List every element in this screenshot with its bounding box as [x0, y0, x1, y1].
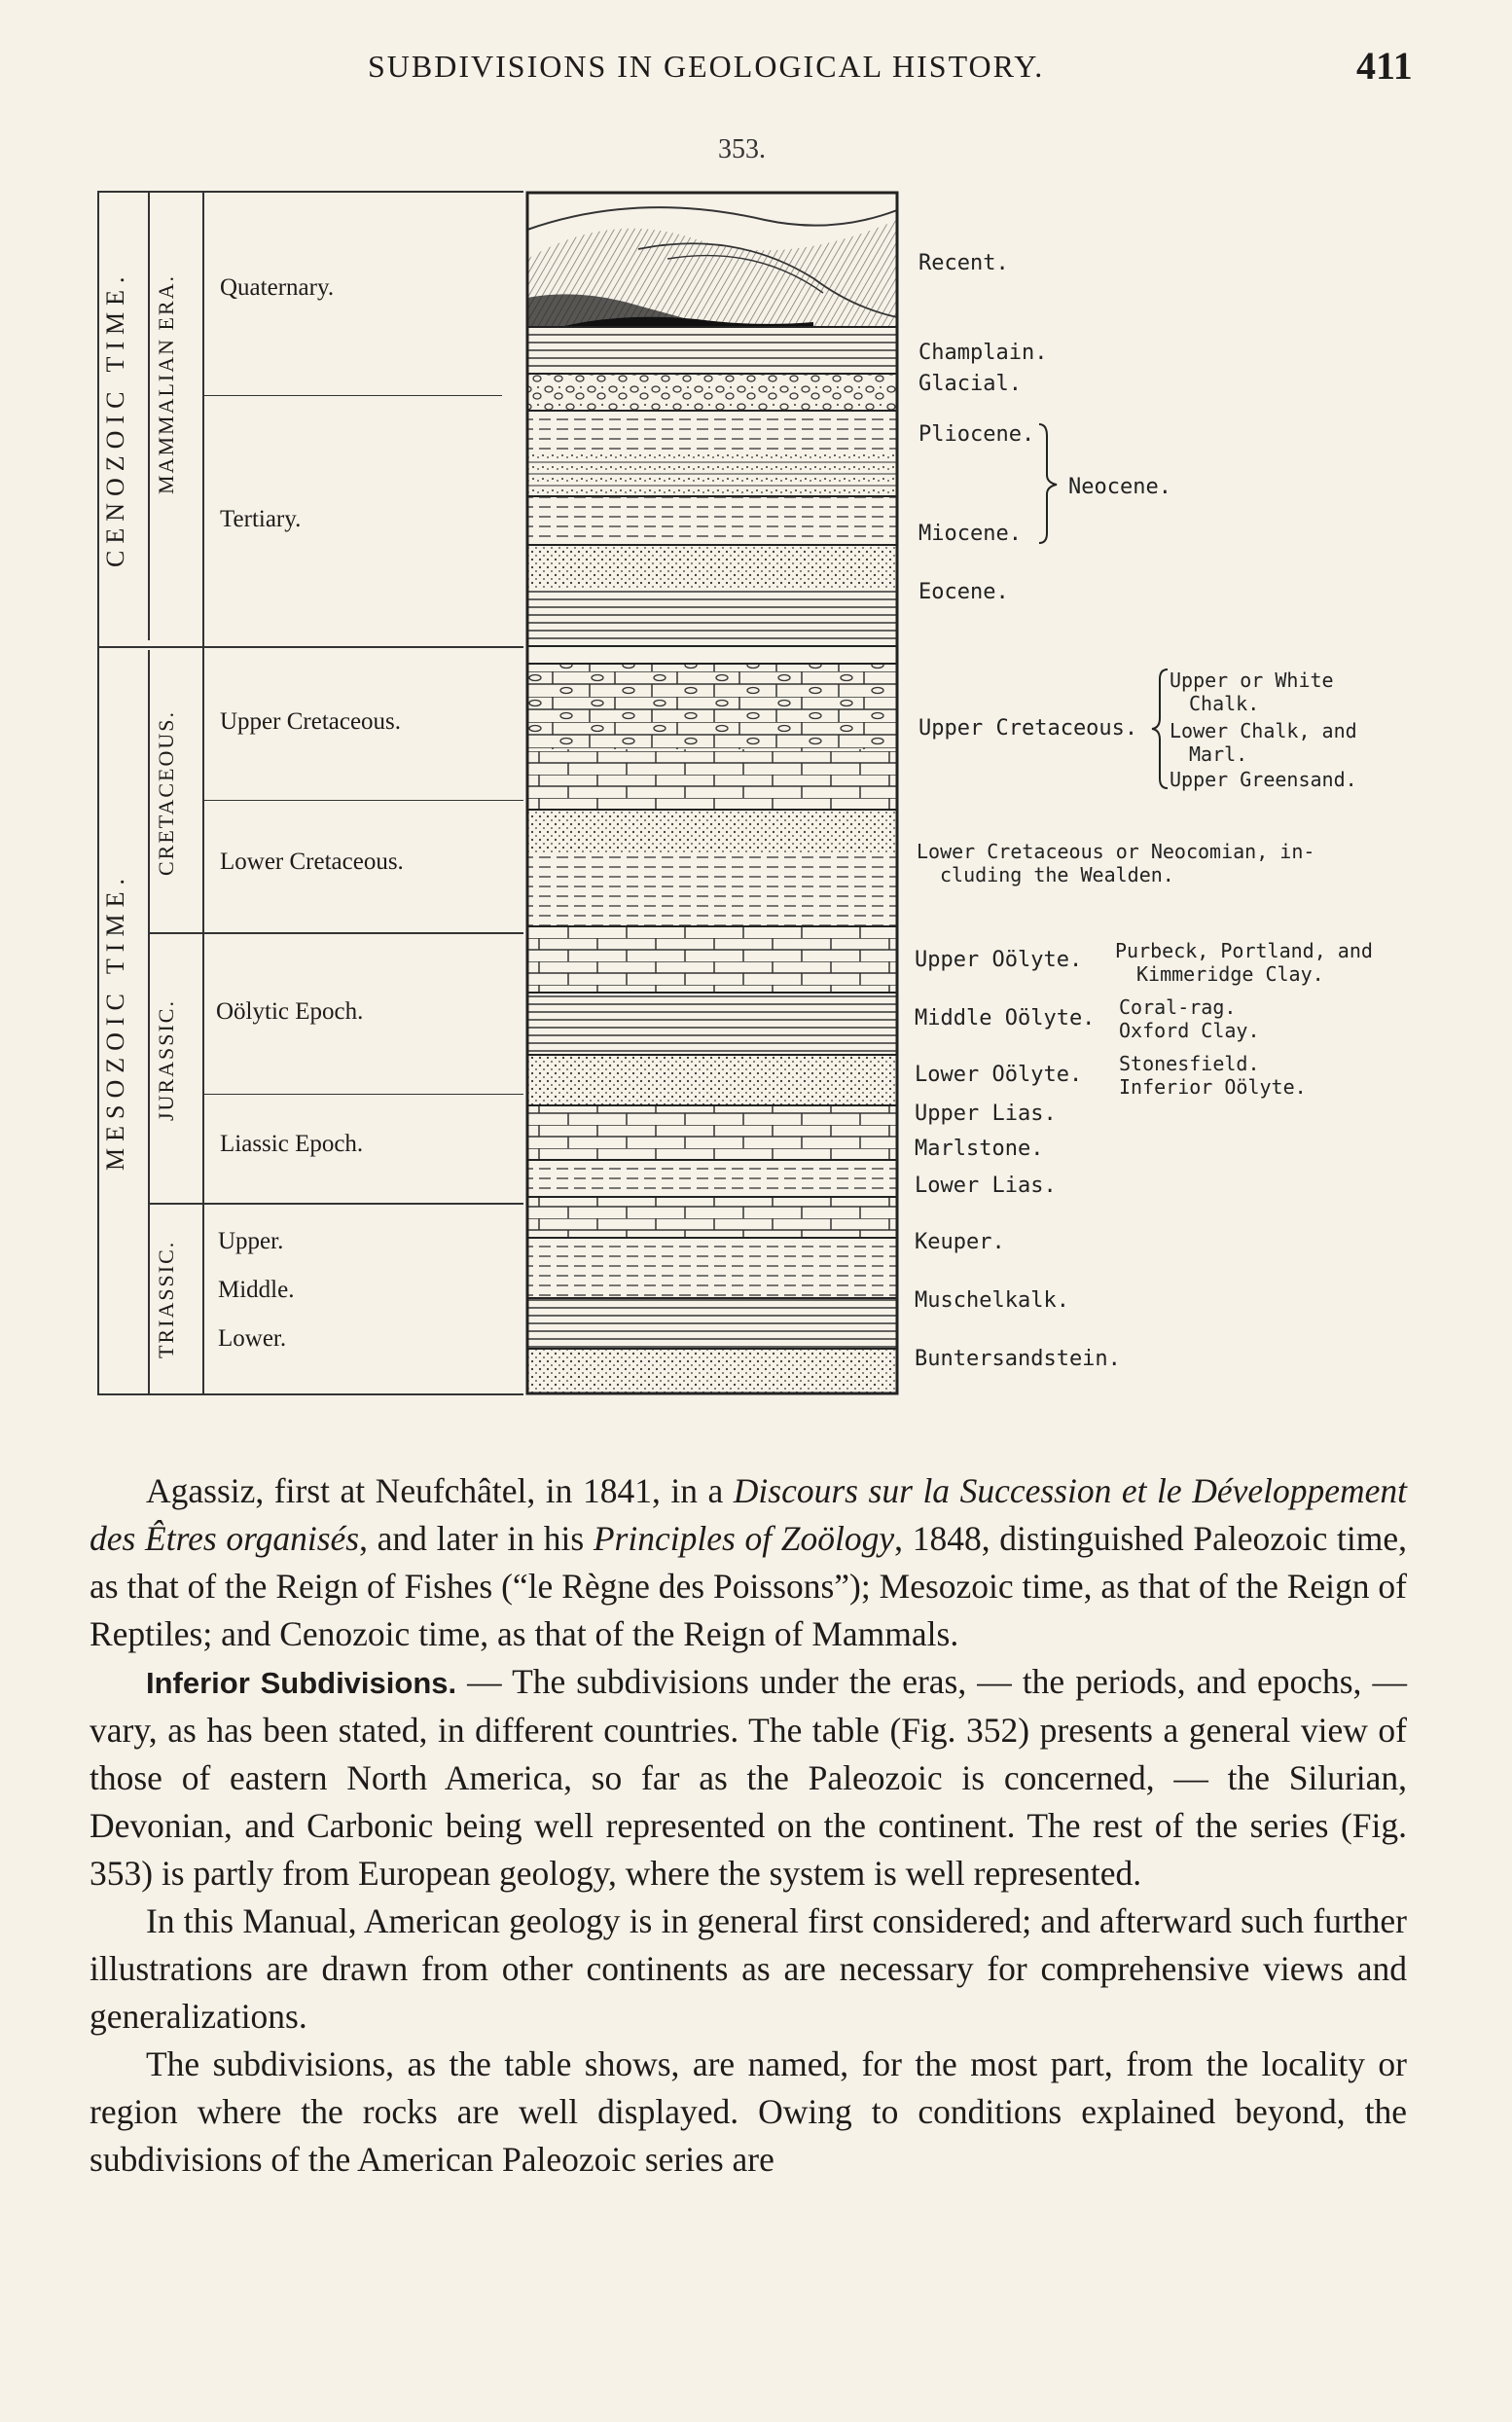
- running-title: SUBDIVISIONS IN GEOLOGICAL HISTORY.: [368, 49, 1045, 84]
- stratum-upper-cretaceous: Upper Cretaceous.: [918, 716, 1138, 741]
- layer-muschelkalk: [527, 1298, 897, 1349]
- period-triassic-lower: Lower.: [218, 1325, 287, 1352]
- stratum-upper-lias: Upper Lias.: [915, 1102, 1057, 1126]
- layer-upper-lias: [527, 1105, 897, 1160]
- period-liassic: Liassic Epoch.: [220, 1131, 364, 1157]
- layer-pliocene-2: [527, 453, 897, 496]
- layer-neocomian: [527, 852, 897, 926]
- mo-line-1: Coral-rag.: [1119, 995, 1237, 1019]
- table-rule: [97, 191, 99, 1395]
- layer-wealden: [527, 810, 897, 852]
- uo-line-2: Kimmeridge Clay.: [1136, 962, 1324, 986]
- layer-lower-oolyte: [527, 1055, 897, 1105]
- stratum-muschelkalk: Muschelkalk.: [915, 1288, 1069, 1313]
- stratum-champlain: Champlain.: [918, 341, 1048, 365]
- layer-eocene: [527, 545, 897, 590]
- paragraph-2: [90, 1658, 1407, 1898]
- lc-line-1: Lower Cretaceous or Neocomian, in-: [917, 840, 1315, 863]
- jurassic-label: JURASSIC.: [154, 999, 178, 1122]
- period-upper-cretaceous: Upper Cretaceous.: [220, 708, 402, 735]
- stratum-miocene: Miocene.: [918, 522, 1022, 546]
- stratum-eocene: Eocene.: [918, 580, 1009, 604]
- table-rule: [148, 650, 150, 1395]
- stratum-marlstone: Marlstone.: [915, 1137, 1044, 1161]
- uc-line-5: Upper Greensand.: [1170, 768, 1357, 791]
- stratigraphic-column: [522, 191, 907, 1397]
- uc-line-1: Upper or White: [1170, 669, 1334, 692]
- stratum-keuper: Keuper.: [915, 1230, 1005, 1254]
- layer-pliocene: [527, 411, 897, 453]
- uo-line-1: Purbeck, Portland, and: [1115, 939, 1373, 962]
- layer-marlstone: [527, 1160, 897, 1197]
- layer-keuper: [527, 1238, 897, 1298]
- period-quaternary: Quaternary.: [220, 274, 335, 301]
- p1-text-a: Agassiz, first at Neufchâtel, in 1841, in a: [146, 1471, 734, 1510]
- mammalian-era-label: MAMMALIAN ERA.: [154, 274, 178, 494]
- layer-middle-oolyte: [527, 993, 897, 1055]
- cretaceous-label: CRETACEOUS.: [154, 710, 178, 876]
- triassic-label: TRIASSIC.: [154, 1240, 178, 1358]
- paragraph-1: [90, 1467, 1407, 1658]
- layer-chalk: [527, 664, 897, 749]
- neocene-brace: [1035, 420, 1064, 547]
- stratum-lower-lias: Lower Lias.: [915, 1174, 1057, 1198]
- uc-line-2: Chalk.: [1189, 692, 1260, 715]
- period-oolytic: Oölytic Epoch.: [216, 998, 364, 1025]
- paragraph-3: In this Manual, American geology is in general first considered; and afterward such further illustrations are drawn from other continents as are necessary for comprehensive views and generalizations.: [90, 1901, 1407, 2036]
- lo-line-2: Inferior Oölyte.: [1119, 1075, 1307, 1099]
- layer-lower-lias: [527, 1197, 897, 1238]
- upper-cretaceous-brace: [1148, 666, 1171, 792]
- period-tertiary: Tertiary.: [220, 506, 302, 532]
- table-rule: [148, 191, 150, 640]
- uc-line-4: Marl.: [1189, 742, 1248, 766]
- paragraph-4: The subdivisions, as the table shows, are named, for the most part, from the locality or region where the rocks are well displayed. Owing to conditions explained beyond, the subdivisions of the American Paleozoic series are: [90, 2044, 1407, 2179]
- table-rule: [97, 191, 523, 193]
- p2-text: — The subdivisions under the eras, — the periods, and epochs, — vary, as has been stated, in different countries. The table (Fig. 352) presents a general view of those of eastern North America, so far as the Paleozoic is concerned, — the Silurian, Devonian, and Carbonic being well represented on the continent. The rest of the series (Fig. 353) is partly from European geology, where the system is well represented.: [90, 1662, 1407, 1893]
- layer-miocene: [527, 496, 897, 545]
- table-rule: [204, 395, 502, 396]
- figure-number: 353.: [718, 134, 766, 164]
- stratum-buntersandstein: Buntersandstein.: [915, 1347, 1121, 1371]
- page-number: 411: [1356, 44, 1413, 88]
- p1-text-c: , and later in his: [359, 1519, 594, 1558]
- table-rule: [204, 1094, 523, 1095]
- mesozoic-time-label: MESOZOIC TIME.: [101, 872, 129, 1172]
- p1-text-e: , 1848, distinguished Paleozoic time, as that of the Reign of Fishes (“le Règne des Poissons”); Mesozoic time, as that of the Reign of Reptiles; and Cenozoic time, as that of the Reign of Mammals.: [90, 1519, 1407, 1653]
- period-triassic-upper: Upper.: [218, 1228, 284, 1254]
- layer-eocene-2: [527, 590, 897, 646]
- lc-line-2: cluding the Wealden.: [940, 863, 1174, 886]
- layer-upper-oolyte: [527, 926, 897, 993]
- period-lower-cretaceous: Lower Cretaceous.: [220, 849, 404, 875]
- stratum-glacial: Glacial.: [918, 372, 1022, 396]
- layer-recent: [527, 207, 897, 327]
- mo-line-2: Oxford Clay.: [1119, 1019, 1260, 1042]
- table-rule: [204, 800, 523, 801]
- table-rule: [202, 191, 204, 1395]
- layer-champlain: [527, 327, 897, 374]
- period-triassic-middle: Middle.: [218, 1277, 295, 1303]
- stratum-neocene: Neocene.: [1068, 475, 1171, 499]
- lo-line-1: Stonesfield.: [1119, 1052, 1260, 1075]
- p1-title-discours: Discours sur la Succession et le Développement des Êtres organisés: [90, 1471, 1407, 1558]
- table-rule: [150, 932, 523, 934]
- stratum-lower-oolyte: Lower Oölyte.: [915, 1063, 1083, 1087]
- stratum-upper-oolyte: Upper Oölyte.: [915, 948, 1083, 972]
- table-rule: [150, 1203, 523, 1205]
- stratum-recent: Recent.: [918, 251, 1009, 275]
- layer-greensand: [527, 749, 897, 810]
- body-text: [90, 1467, 1407, 2184]
- cenozoic-time-label: CENOZOIC TIME.: [101, 270, 129, 567]
- stratum-middle-oolyte: Middle Oölyte.: [915, 1006, 1096, 1030]
- layer-buntersandstein: [527, 1349, 897, 1393]
- table-rule: [97, 646, 523, 648]
- uc-line-3: Lower Chalk, and: [1170, 719, 1357, 742]
- layer-glacial: [527, 374, 897, 411]
- p2-heading: Inferior Subdivisions.: [146, 1666, 457, 1700]
- table-rule: [97, 1393, 523, 1395]
- p1-title-principles: Principles of Zoölogy: [593, 1519, 895, 1558]
- stratum-pliocene: Pliocene.: [918, 422, 1035, 447]
